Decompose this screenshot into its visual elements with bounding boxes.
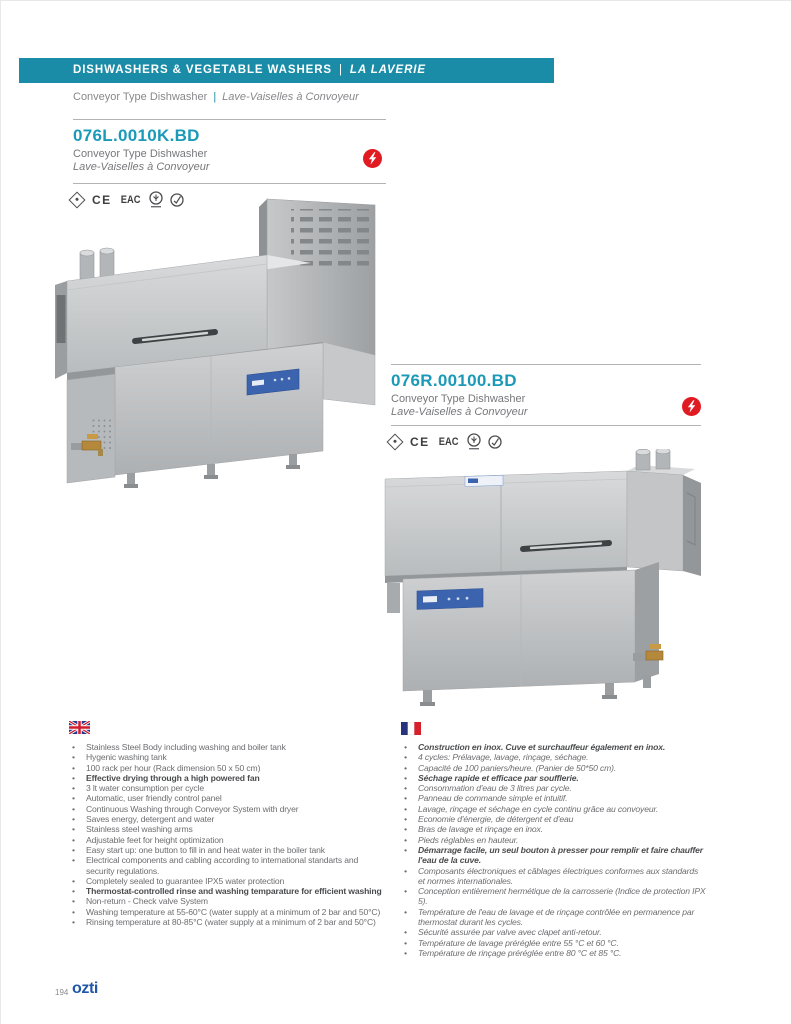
feature-text: Rinsing temperature at 80-85°C (water supply at a minimum of 2 bar and 50°C): [86, 917, 376, 928]
bullet-marker: •: [72, 844, 75, 855]
feature-text: Démarrage facile, un seul bouton à presser pour remplir et faire chauffer l'eau de la cuve.: [418, 844, 703, 866]
feature-text: Température de l'eau de lavage et de rinçage contrôlée en permanence par thermostat durant les cycles.: [418, 906, 695, 928]
bullet-marker: •: [404, 762, 407, 773]
category-name-fr: Lave-Vaiselles à Convoyeur: [222, 91, 359, 103]
feature-item: [401, 824, 707, 834]
bullet-marker: •: [404, 814, 407, 825]
feature-item: [69, 742, 387, 752]
bullet-marker: •: [404, 772, 407, 783]
feature-item: [69, 855, 387, 876]
feature-list-en: [69, 742, 387, 927]
bullet-marker: •: [404, 947, 407, 958]
feature-text: 3 lt water consumption per cycle: [86, 783, 204, 794]
feature-text: Température de rinçage préréglée entre 80 °C et 85 °C.: [418, 947, 622, 958]
feature-item: [69, 907, 387, 917]
electric-energy-icon: [682, 397, 701, 421]
feature-item: [401, 938, 707, 948]
feature-item: [69, 917, 387, 927]
bullet-marker: •: [404, 793, 407, 804]
category-name-en: Conveyor Type Dishwasher: [73, 91, 208, 103]
feature-text: Stainless Steel Body including washing and boiler tank: [86, 742, 286, 752]
ce-cert-icon: CE: [410, 435, 430, 449]
feature-item: [401, 742, 707, 752]
feature-item: [401, 783, 707, 793]
feature-text: Bras de lavage et rinçage en inox.: [418, 824, 543, 835]
feature-item: [401, 907, 707, 928]
feature-text: Conception entièrement hermétique de la carrosserie (Indice de protection IPX 5).: [418, 886, 706, 907]
feature-item: [401, 804, 707, 814]
product-name-en-2: Conveyor Type Dishwasher: [391, 393, 526, 405]
feature-text: Stainless steel washing arms: [86, 824, 193, 835]
bullet-marker: •: [72, 824, 75, 835]
feature-text: Automatic, user friendly control panel: [86, 793, 222, 804]
bullet-marker: •: [404, 803, 407, 814]
bullet-marker: •: [72, 742, 75, 752]
bullet-marker: •: [404, 752, 407, 763]
feature-text: Adjustable feet for height optimization: [86, 834, 224, 845]
category-separator: |: [213, 91, 217, 103]
feature-text: Température de lavage préréglée entre 55 °C et 60 °C.: [418, 937, 619, 948]
feature-item: [401, 845, 707, 866]
bullet-marker: •: [404, 937, 407, 948]
electric-energy-icon: [363, 149, 382, 173]
feature-item: [69, 886, 387, 896]
feature-item: [401, 763, 707, 773]
feature-item: [69, 835, 387, 845]
feature-item: [69, 773, 387, 783]
section-title-en: DISHWASHERS & VEGETABLE WASHERS: [73, 64, 332, 76]
divider: [73, 119, 386, 120]
feature-text: Pieds réglables en hauteur.: [418, 834, 519, 845]
bullet-marker: •: [72, 793, 75, 804]
france-flag-icon: [401, 722, 421, 735]
category-subheader: [73, 91, 359, 103]
feature-item: [69, 896, 387, 906]
tse-cert-icon: [387, 434, 404, 451]
bullet-marker: •: [404, 865, 407, 876]
feature-item: [401, 886, 707, 907]
feature-text: Economie d'énergie, de détergent et d'eau: [418, 814, 574, 825]
feature-text: Panneau de commande simple et intuitif.: [418, 793, 568, 804]
product-name-fr-2: Lave-Vaiselles à Convoyeur: [391, 406, 528, 418]
bullet-marker: •: [404, 906, 407, 917]
feature-text: Thermostat-controlled rinse and washing temparature for efficient washing: [86, 886, 382, 897]
bullet-marker: •: [72, 783, 75, 794]
bullet-marker: •: [404, 783, 407, 794]
bullet-marker: •: [404, 834, 407, 845]
feature-text: Hygenic washing tank: [86, 752, 167, 763]
feature-item: [401, 835, 707, 845]
feature-text: Consommation d'eau de 3 litres par cycle.: [418, 783, 572, 794]
bullet-marker: •: [72, 834, 75, 845]
divider: [391, 364, 701, 365]
feature-item: [69, 814, 387, 824]
divider: [73, 183, 386, 184]
bullet-marker: •: [404, 824, 407, 835]
section-title-separator: |: [339, 64, 343, 76]
section-header-bar: [19, 58, 554, 83]
feature-text: Washing temperature at 55-60°C (water supply at a minimum of 2 bar and 50°C): [86, 906, 381, 917]
bullet-marker: •: [72, 917, 75, 928]
bullet-marker: •: [404, 844, 407, 855]
brand-logo: ozti: [72, 980, 98, 997]
ce-cert-icon: CE: [92, 193, 112, 207]
bullet-marker: •: [72, 886, 75, 897]
feature-text: Continuous Washing through Conveyor System with dryer: [86, 803, 299, 814]
feature-text: Capacité de 100 paniers/heure. (Panier de 50*50 cm).: [418, 762, 617, 773]
feature-item: [69, 752, 387, 762]
eac-cert-icon: EAC: [120, 194, 141, 206]
feature-text: Effective drying through a high powered fan: [86, 772, 260, 783]
bullet-marker: •: [72, 772, 75, 783]
bullet-marker: •: [72, 896, 75, 907]
uk-flag-icon: [69, 721, 90, 734]
feature-text: Composants électroniques et câblages électriques conformes aux standards et normes internationales.: [418, 865, 699, 886]
bullet-marker: •: [72, 762, 75, 773]
bullet-marker: •: [72, 752, 75, 763]
feature-text: 100 rack per hour (Rack dimension 50 x 50 cm): [86, 762, 261, 773]
bullet-marker: •: [404, 742, 407, 752]
feature-item: [401, 814, 707, 824]
feature-text: Séchage rapide et efficace par soufflerie.: [418, 772, 579, 783]
feature-item: [69, 876, 387, 886]
feature-item: [69, 845, 387, 855]
feature-text: Sécurité assurée par valve avec clapet anti-retour.: [418, 927, 602, 938]
feature-text: 4 cycles: Prélavage, lavage, rinçage, séchage.: [418, 752, 589, 763]
page-number: 194: [55, 988, 69, 997]
bullet-marker: •: [404, 886, 407, 897]
feature-text: Non-return - Check valve System: [86, 896, 208, 907]
feature-item: [401, 793, 707, 803]
eac-cert-icon: EAC: [438, 436, 459, 448]
feature-text: Saves energy, detergent and water: [86, 814, 215, 825]
feature-text: Electrical components and cabling according to international standarts and security regulations.: [86, 855, 359, 876]
feature-item: [401, 773, 707, 783]
bullet-marker: •: [72, 814, 75, 825]
product-name-en-1: Conveyor Type Dishwasher: [73, 148, 208, 160]
feature-item: [69, 783, 387, 793]
feature-text: Construction en inox. Cuve et surchauffeur également en inox.: [418, 742, 666, 752]
bullet-marker: •: [72, 906, 75, 917]
feature-item: [401, 866, 707, 887]
feature-list-fr: [401, 742, 707, 958]
divider: [391, 425, 701, 426]
feature-item: [69, 793, 387, 803]
product-image-2: [381, 449, 776, 726]
product-name-fr-1: Lave-Vaiselles à Convoyeur: [73, 161, 210, 173]
feature-item: [69, 804, 387, 814]
product-image-1: [53, 193, 383, 494]
feature-item: [69, 824, 387, 834]
bullet-marker: •: [72, 803, 75, 814]
bullet-marker: •: [404, 927, 407, 938]
feature-text: Completely sealed to guarantee IPX5 water protection: [86, 875, 285, 886]
feature-item: [401, 948, 707, 958]
feature-text: Easy start up: one button to fill in and heat water in the boiler tank: [86, 844, 325, 855]
product-code-2: 076R.00100.BD: [391, 371, 517, 390]
feature-item: [401, 927, 707, 937]
bullet-marker: •: [72, 855, 75, 866]
feature-item: [401, 752, 707, 762]
check-cert-icon: [488, 435, 502, 449]
feature-item: [69, 763, 387, 773]
section-title-fr: LA LAVERIE: [349, 64, 426, 76]
bullet-marker: •: [72, 875, 75, 886]
product-code-1: 076L.0010K.BD: [73, 126, 200, 145]
feature-text: Lavage, rinçage et séchage en cycle continu grâce au convoyeur.: [418, 803, 659, 814]
